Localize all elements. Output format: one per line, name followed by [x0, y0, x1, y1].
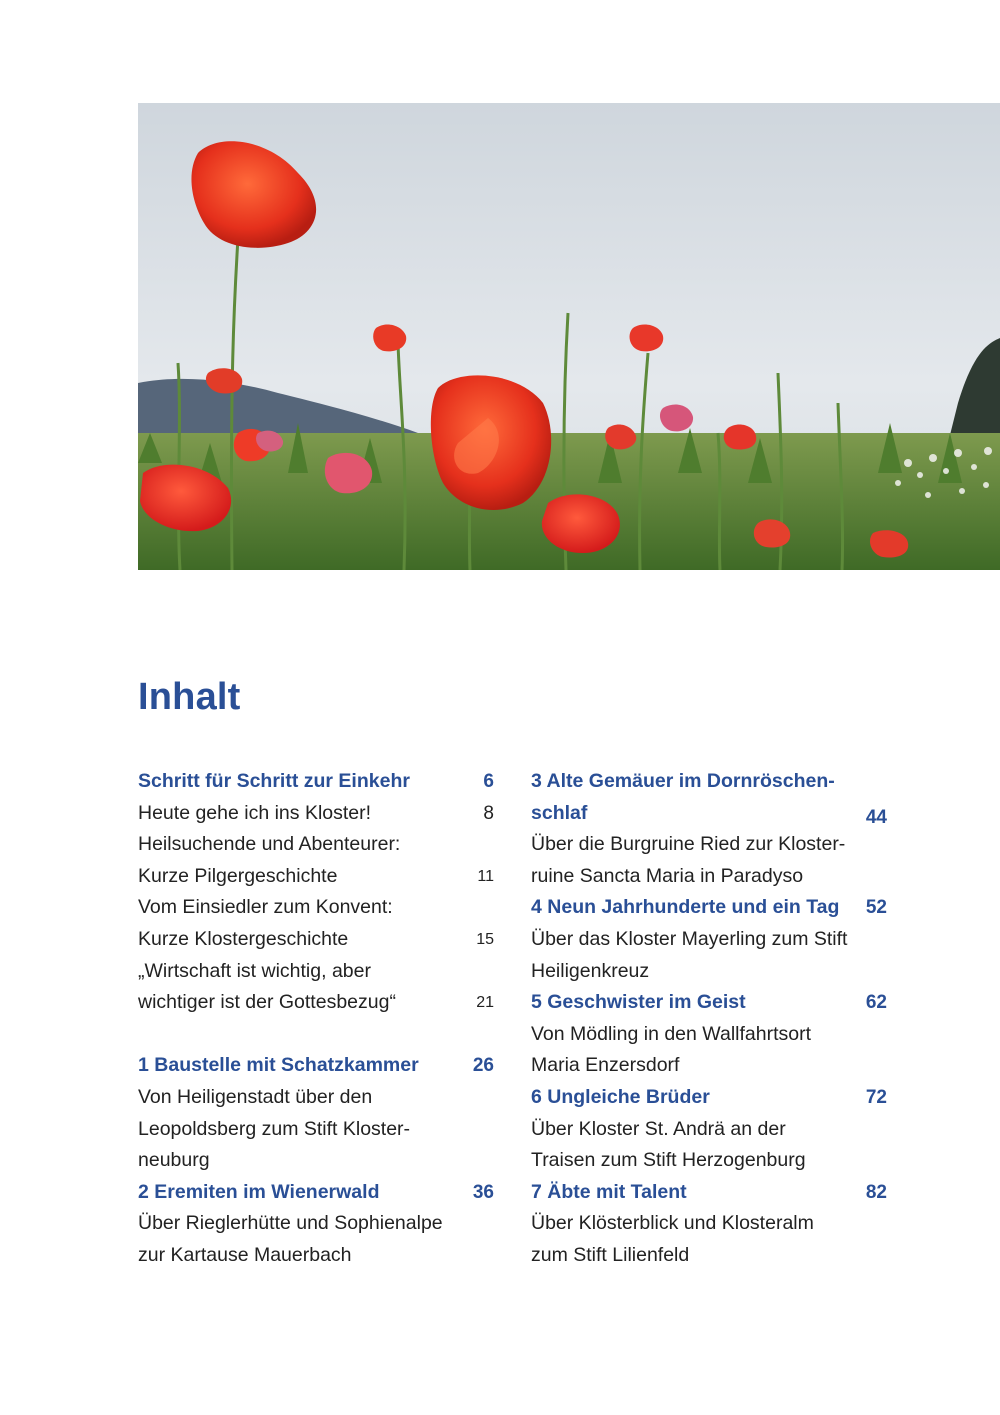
page-title: Inhalt: [138, 676, 241, 718]
toc-entry-text: Von Mödling in den Wallfahrtsort: [531, 1022, 812, 1045]
toc-entry-text: Über Kloster St. Andrä an der: [531, 1117, 786, 1140]
poppy-field-photo: [138, 103, 1000, 570]
toc-entry: [531, 1145, 887, 1177]
toc-page-number: 21: [476, 994, 494, 1012]
toc-entry-text: Über die Burgruine Ried zur Kloster-: [531, 833, 846, 856]
toc-entry-text: 1 Baustelle mit Schatzkammer: [138, 1054, 419, 1077]
toc-entry-text: Über Klösterblick und Klosteralm: [531, 1212, 814, 1235]
toc-page-number: 8: [483, 802, 494, 824]
toc-entry-text: Heilsuchende und Abenteurer:: [138, 833, 401, 856]
toc-entry-text: Heute gehe ich ins Kloster!: [138, 801, 372, 824]
toc-entry: [531, 1240, 887, 1272]
toc-entry: [531, 956, 887, 988]
toc-entry-text: Von Heiligenstadt über den: [138, 1085, 373, 1108]
toc-page-number: 72: [865, 1086, 887, 1108]
toc-entry: [138, 1145, 494, 1177]
toc-column-right: [531, 766, 887, 1272]
toc-entry-text: 7 Äbte mit Talent: [531, 1180, 687, 1203]
toc-entry-text: schlaf: [531, 801, 588, 824]
toc-entry-text: Traisen zum Stift Herzogenburg: [531, 1149, 806, 1172]
toc-heading: [138, 1177, 494, 1209]
toc-entry-text: Heiligenkreuz: [531, 959, 650, 982]
toc-entry: [531, 924, 887, 956]
toc-entry: [531, 1114, 887, 1146]
toc-page-number: 15: [476, 930, 494, 948]
toc-entry: [138, 924, 494, 956]
toc-entry-text: neuburg: [138, 1149, 210, 1172]
toc-entry-text: 5 Geschwister im Geist: [531, 991, 746, 1014]
toc-entry-text: Maria Enzersdorf: [531, 1054, 680, 1077]
toc-entry: [138, 829, 494, 861]
toc-entry-text: Leopoldsberg zum Stift Kloster-: [138, 1117, 411, 1140]
toc-heading: [531, 987, 887, 1019]
toc-entry-text: Über Rieglerhütte und Sophienalpe: [138, 1212, 443, 1235]
toc-entry-text: Schritt für Schritt zur Einkehr: [138, 770, 410, 792]
toc-entry-text: zum Stift Lilienfeld: [531, 1243, 690, 1266]
toc-page-number: 62: [865, 992, 887, 1014]
toc-entry: [138, 956, 494, 988]
toc-entry-text: Kurze Pilgergeschichte: [138, 864, 338, 887]
toc-entry: [531, 861, 887, 893]
toc-page-number: 6: [483, 771, 494, 792]
toc-entry: [531, 1019, 887, 1051]
toc-page-number: 44: [865, 806, 887, 828]
toc-heading: [531, 798, 887, 830]
toc-entry: [138, 892, 494, 924]
toc-entry: [138, 1240, 494, 1272]
toc-entry: [138, 798, 494, 830]
toc-entry: [531, 829, 887, 861]
toc-entry-text: Kurze Klostergeschichte: [138, 927, 349, 950]
toc-page-number: 36: [472, 1181, 494, 1203]
toc-entry-text: 2 Eremiten im Wienerwald: [138, 1180, 380, 1203]
toc-heading: [138, 1050, 494, 1082]
toc-entry-text: Über das Kloster Mayerling zum Stift: [531, 927, 848, 950]
toc-entry-text: ruine Sancta Maria in Paradyso: [531, 864, 804, 887]
toc-entry-text: 6 Ungleiche Brüder: [531, 1085, 710, 1108]
toc-entry: [138, 1114, 494, 1146]
toc-entry-text: Vom Einsiedler zum Konvent:: [138, 896, 393, 919]
toc-heading: [138, 766, 494, 798]
toc-heading: [531, 892, 887, 924]
toc-entry-text: 3 Alte Gemäuer im Dornröschen-: [531, 770, 835, 792]
toc-heading: [531, 766, 887, 798]
toc-entry-text: wichtiger ist der Gottesbezug“: [138, 991, 396, 1014]
toc-entry-text: „Wirtschaft ist wichtig, aber: [138, 959, 371, 982]
toc-entry: [531, 1050, 887, 1082]
toc-page-number: 11: [477, 867, 494, 885]
toc-spacer: [138, 1019, 494, 1051]
toc-heading: [531, 1082, 887, 1114]
poppy-field-illustration: [138, 103, 1000, 570]
toc-page-number: 26: [472, 1055, 494, 1077]
toc-entry: [138, 861, 494, 893]
toc-entry: [531, 1208, 887, 1240]
toc-page-number: 52: [865, 897, 887, 919]
toc-column-left: [138, 766, 494, 1272]
toc-entry: [138, 1082, 494, 1114]
toc-page-number: 82: [865, 1181, 887, 1203]
toc-heading: [531, 1177, 887, 1209]
toc-entry-text: zur Kartause Mauerbach: [138, 1243, 352, 1266]
toc-entry: [138, 987, 494, 1019]
toc-entry: [138, 1208, 494, 1240]
toc-entry-text: 4 Neun Jahrhunderte und ein Tag: [531, 896, 840, 919]
